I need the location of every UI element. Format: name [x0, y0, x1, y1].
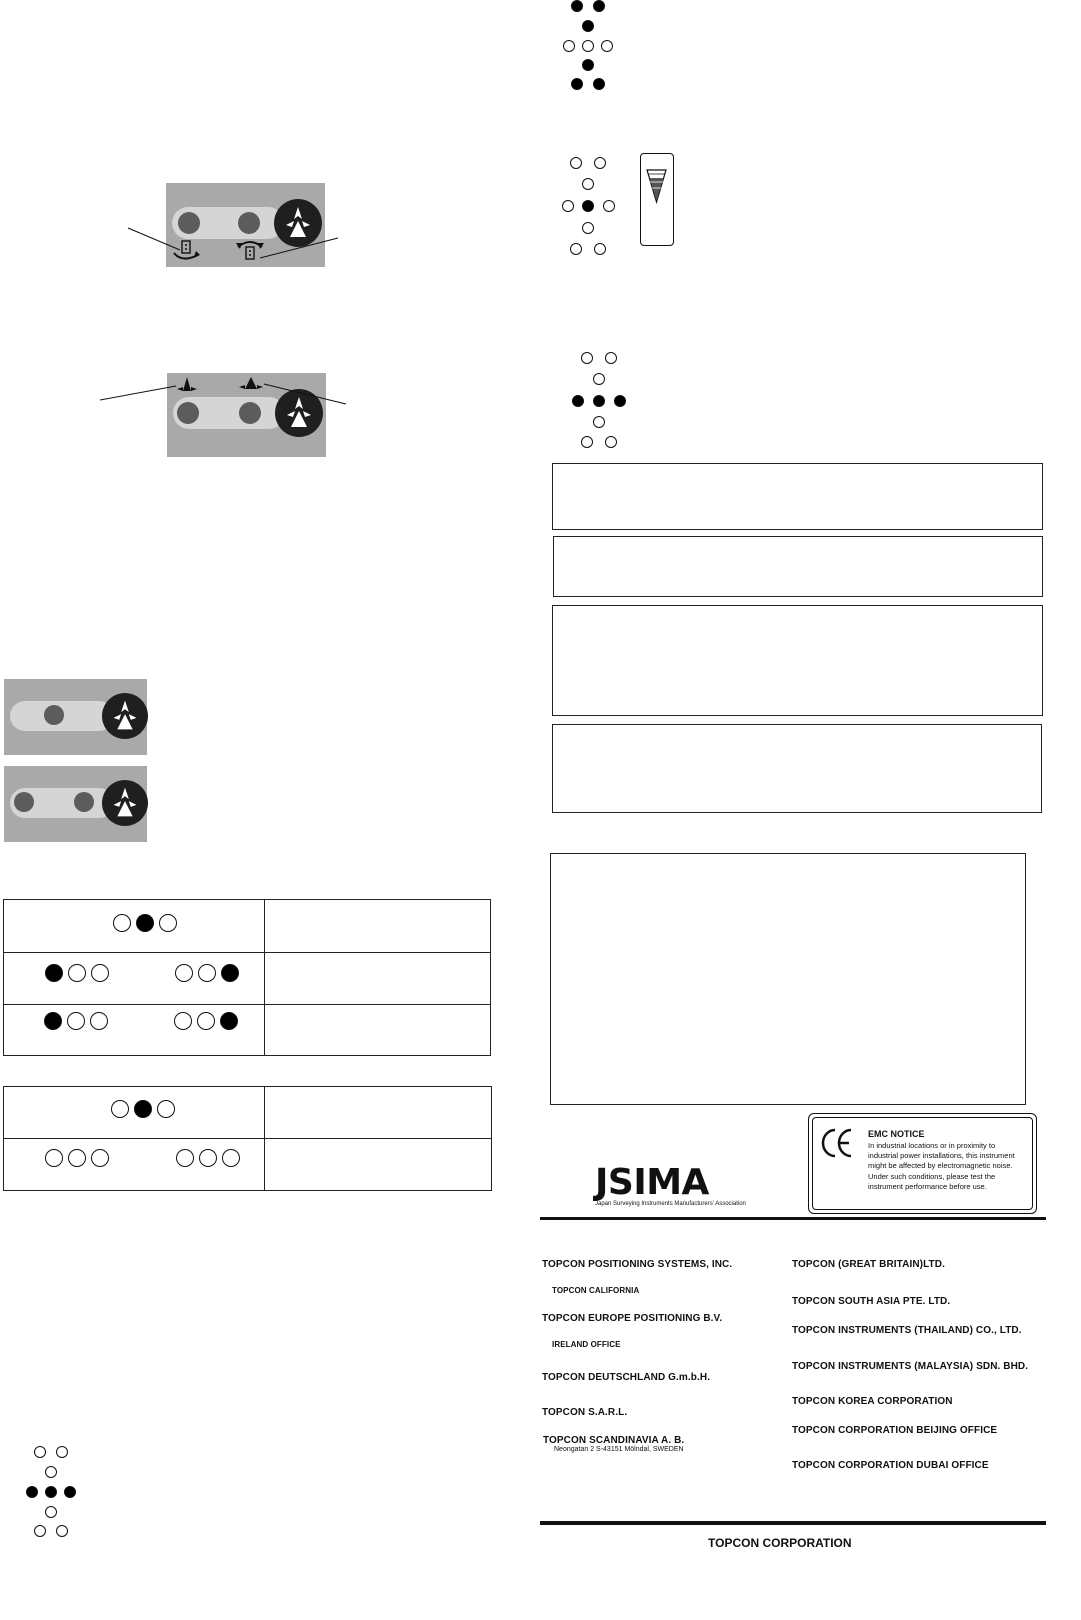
laser-emitter-button-icon — [102, 780, 148, 826]
led-indicator — [68, 964, 86, 982]
company-name: TOPCON SCANDINAVIA A. B. — [543, 1435, 685, 1446]
level-gauge-icon — [640, 153, 674, 246]
led-indicator — [45, 964, 63, 982]
leader-lines-2 — [96, 380, 356, 410]
control-panel-single-led — [4, 679, 147, 755]
led-pattern-bottom-left — [26, 1446, 78, 1538]
led-indicator — [44, 1012, 62, 1030]
led-indicator — [113, 914, 131, 932]
note-box-2 — [553, 536, 1043, 597]
led-indicator — [175, 964, 193, 982]
emc-notice-body — [868, 1141, 1015, 1192]
led-indicator — [67, 1012, 85, 1030]
led-indicator — [45, 1149, 63, 1167]
led-indicator — [91, 1149, 109, 1167]
company-name: TOPCON POSITIONING SYSTEMS, INC. — [542, 1259, 733, 1270]
note-box-1 — [552, 463, 1043, 530]
led-pattern-middle — [572, 352, 628, 448]
led-indicator — [221, 964, 239, 982]
led-status-table-2 — [3, 1086, 492, 1191]
company-name: TOPCON EUROPE POSITIONING B.V. — [542, 1313, 723, 1324]
led-pattern-with-gauge — [562, 157, 614, 257]
note-box-3 — [552, 605, 1043, 716]
emc-notice-title: EMC NOTICE — [868, 1129, 925, 1139]
emc-line: In industrial locations or in proximity to — [868, 1141, 996, 1150]
led-indicator — [159, 914, 177, 932]
jsima-logo-text: JSIMA — [595, 1162, 709, 1203]
emc-line: industrial power installations, this instrument — [868, 1151, 1015, 1161]
footer-company: TOPCON CORPORATION — [708, 1536, 852, 1550]
panel-led-right — [74, 792, 94, 812]
company-name: TOPCON KOREA CORPORATION — [792, 1396, 953, 1407]
company-name: TOPCON SOUTH ASIA PTE. LTD. — [792, 1296, 951, 1307]
company-name: TOPCON S.A.R.L. — [542, 1407, 628, 1418]
led-status-table-1 — [3, 899, 491, 1056]
led-indicator — [68, 1149, 86, 1167]
company-office: IRELAND OFFICE — [552, 1340, 621, 1349]
led-indicator — [91, 964, 109, 982]
led-indicator — [222, 1149, 240, 1167]
company-name: TOPCON CORPORATION BEIJING OFFICE — [792, 1425, 998, 1436]
laser-emitter-button-icon — [102, 693, 148, 739]
company-address: Neongatan 2 S-43151 Mölndal, SWEDEN — [554, 1446, 684, 1453]
led-indicator — [157, 1100, 175, 1118]
emc-line: Under such conditions, please test the — [868, 1171, 996, 1181]
jsima-logo — [595, 1162, 746, 1209]
leader-lines-1 — [120, 220, 350, 270]
company-name: TOPCON INSTRUMENTS (THAILAND) CO., LTD. — [792, 1325, 1022, 1336]
led-indicator — [198, 964, 216, 982]
led-indicator — [111, 1100, 129, 1118]
emc-line: instrument performance before use. — [868, 1181, 987, 1191]
note-box-4 — [552, 724, 1042, 813]
led-indicator — [134, 1100, 152, 1118]
led-pattern-top — [563, 0, 615, 92]
company-name: TOPCON INSTRUMENTS (MALAYSIA) SDN. BHD. — [792, 1361, 1029, 1372]
led-indicator — [220, 1012, 238, 1030]
control-panel-dual-led — [4, 766, 147, 842]
divider-top — [540, 1217, 1046, 1220]
ce-mark-icon — [819, 1126, 855, 1165]
company-name: TOPCON DEUTSCHLAND G.m.b.H. — [542, 1372, 711, 1383]
emc-line: might be affected by electromagnetic noise. — [868, 1161, 1013, 1171]
panel-led — [44, 705, 64, 725]
jsima-tagline: Japan Surveying Instruments Manufacturers' Association — [595, 1201, 746, 1207]
led-indicator — [136, 914, 154, 932]
panel-led-left — [14, 792, 34, 812]
company-office: TOPCON CALIFORNIA — [552, 1286, 640, 1295]
notice-box-large — [550, 853, 1026, 1105]
emc-notice — [808, 1113, 1037, 1214]
divider-bottom — [540, 1521, 1046, 1525]
led-indicator — [199, 1149, 217, 1167]
led-indicator — [176, 1149, 194, 1167]
led-indicator — [90, 1012, 108, 1030]
company-name: TOPCON (GREAT BRITAIN)LTD. — [792, 1259, 945, 1270]
company-name: TOPCON CORPORATION DUBAI OFFICE — [792, 1460, 989, 1471]
led-indicator — [174, 1012, 192, 1030]
led-indicator — [197, 1012, 215, 1030]
